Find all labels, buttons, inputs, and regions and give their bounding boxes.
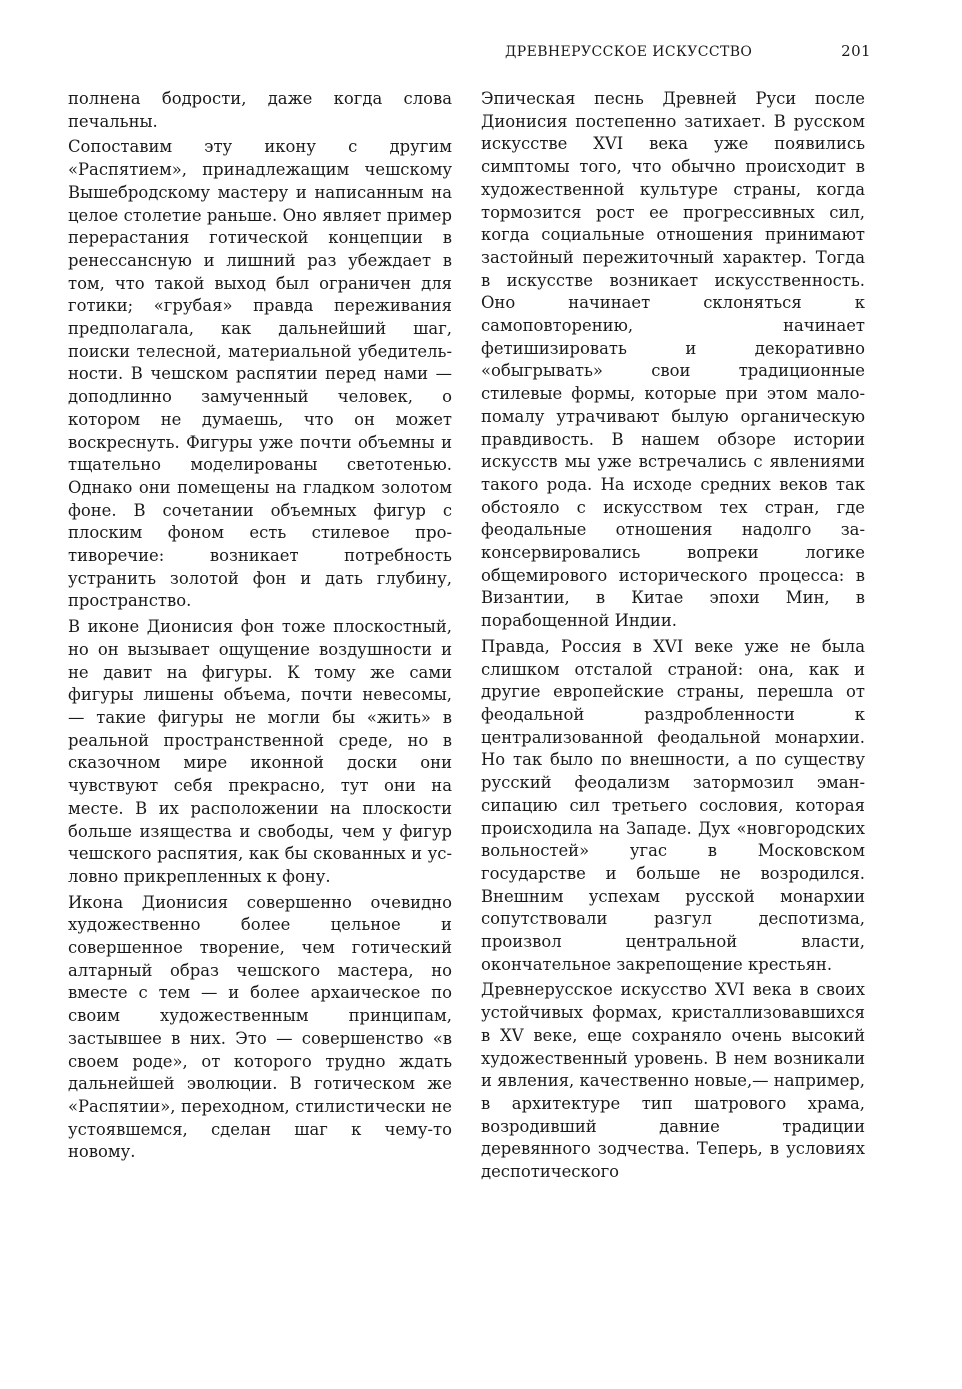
paragraph: полнена бодрости, даже когда слова печальны. <box>68 89 452 131</box>
left-column <box>68 88 452 1167</box>
paragraph: В иконе Дионисия фон тоже плоскостный, но он вызывает ощущение воздушности и не давит на фигуры. К тому же сами фигуры лишены объема, почти невесомы, — такие фигуры не могли бы «жить» в реальной пространственной среде, но в сказочном мире иконной доски они чувствуют себя прекрасно, тут они на месте. В их расположении на плоскости больше изящества и свободы, чем у фигур чешского распятия, как бы скованных и условно прикрепленных к фону. <box>68 617 452 886</box>
running-title: ДРЕВНЕРУССКОЕ ИСКУССТВО <box>505 44 753 60</box>
right-column <box>481 88 865 1187</box>
paragraph: Древнерусское искусство XVI века в своих устойчивых формах, кристаллизовавшихся в XV веке, еще сохраняло очень высокий художественный уровень. В нем возникали и явления, качественно новые,— например, в архитектуре тип шатрового храма, возродивший давние традиции деревянного зодчества. Теперь, в условиях деспотического <box>481 980 865 1182</box>
paragraph: Сопоставим эту икону с другим «Распятием», принадлежащим чешскому Вышебродскому мастеру и написанным на целое столетие раньше. Оно являет пример перерастания готической концепции в ренессансную и лишний раз убеждает в том, что такой выход был ограничен для готики; «грубая» правда переживания предполагала, как дальнейший шаг, поиски телесной, материальной убедительности. В чешском распятии перед нами — доподлинно замученный человек, о котором не думаешь, что он может воскреснуть. Фигуры уже почти объемны и тщательно моделированы светотенью. Однако они помещены на гладком золотом фоне. В сочетании объемных фигур с плоским фоном есть стилевое противоречие: возникает потребность устранить золотой фон и дать глубину, пространство. <box>68 137 452 611</box>
paragraph: Эпическая песнь Древней Руси после Дионисия постепенно затихает. В русском искусстве XVI века уже появились симптомы того, что обычно происходит в художественной культуре страны, когда тормозится рост ее прогрессивных сил, когда социальные отношения принимают застойный пережиточный характер. Тогда в искусстве возникает искусственность. Оно начинает склоняться к самоповторению, начинает фетишизировать и декоративно «обыгрывать» свои традиционные стилевые формы, которые при этом мало-помалу утрачивают былую органическую правдивость. В нашем обзоре истории искусств мы уже встречались с явлениями такого рода. На исходе средних веков так обстояло с искусством тех стран, где феодальные отношения надолго законсервировались вопреки логике общемирового исторического процесса: в Византии, в Китае эпохи Мин, в порабощенной Индии. <box>481 89 865 631</box>
paragraph: Правда, Россия в XVI веке уже не была слишком отсталой страной: она, как и другие европейские страны, перешла от феодальной раздробленности к централизованной феодальной монархии. Но так было по внешности, а по существу русский феодализм затормозил эмансипацию сил третьего сословия, которая происходила на Западе. Дух «новгородских вольностей» угас в Московском государстве и больше не возродился. Внешним успехам русской монархии сопутствовали разгул деспотизма, произвол центральной власти, окончательное закрепощение крестьян. <box>481 636 865 974</box>
paragraph: Икона Дионисия совершенно очевидно художественно более цельное и совершенное творение, чем готический алтарный образ чешского мастера, но вместе с тем — и более архаическое по своим художественным принципам, застывшее в них. Это — совершенство «в своем роде», от которого трудно ждать дальнейшей эволюции. В готическом же «Распятии», переходном, стилистически не устоявшемся, сделан шаг к чему-то новому. <box>68 892 452 1162</box>
page-number: 201 <box>841 42 871 60</box>
running-header <box>505 42 871 66</box>
